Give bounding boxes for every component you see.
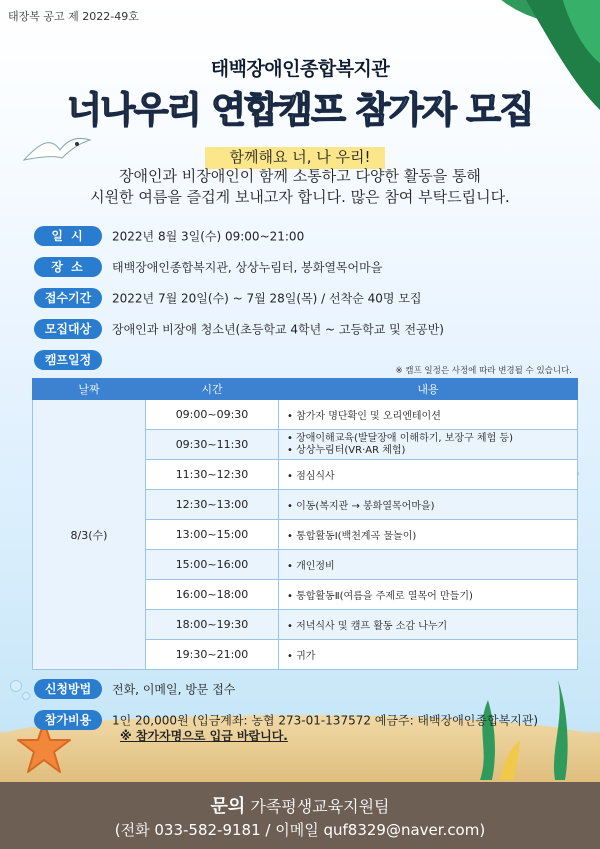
info-row-date — [34, 226, 304, 246]
time-cell: 09:30~11:30 — [146, 430, 279, 460]
place-value: 태백장애인종합복지관, 상상누림터, 봉화열목어마을 — [112, 260, 383, 275]
contact-title — [0, 792, 600, 818]
header-time: 시간 — [146, 379, 279, 400]
contact-label: 문의 — [210, 796, 246, 817]
contact-info: (전화 033-582-9181 / 이메일 quf8329@naver.com) — [114, 821, 486, 839]
fee-note: ※ 참가자명으로 입금 바랍니다. — [120, 729, 288, 743]
date-value: 2022년 8월 3일(수) 09:00~21:00 — [112, 229, 305, 244]
content-cell: • 점심식사 — [279, 460, 578, 490]
content-cell: • 통합활동Ⅱ(여름을 주제로 열목어 만들기) — [279, 580, 578, 610]
date-badge: 일 시 — [34, 226, 102, 246]
intro-line: 시원한 여름을 즐겁게 보내고자 합니다. 많은 참여 부탁드립니다. — [90, 188, 510, 206]
content-cell: • 통합활동Ⅰ(백천계곡 물놀이) — [279, 520, 578, 550]
schedule-date: 8/3(수) — [33, 400, 146, 670]
content-cell — [279, 430, 578, 460]
target-badge: 모집대상 — [34, 319, 102, 339]
place-badge: 장 소 — [34, 257, 102, 277]
time-cell: 15:00~16:00 — [146, 550, 279, 580]
page-title — [0, 82, 600, 133]
time-cell: 16:00~18:00 — [146, 580, 279, 610]
footer — [0, 782, 600, 849]
slogan: 함께해요 너, 나 우리! — [229, 148, 371, 166]
table-row — [33, 400, 578, 430]
info-row-target — [34, 319, 444, 339]
intro-line: 장애인과 비장애인이 함께 소통하고 다양한 활동을 통해 — [119, 167, 481, 185]
info-row-period — [34, 288, 421, 308]
title-part2: 참가자 모집 — [355, 90, 533, 131]
info-row-apply — [34, 679, 235, 699]
schedule-table — [32, 378, 578, 670]
time-cell: 13:00~15:00 — [146, 520, 279, 550]
header-content: 내용 — [279, 379, 578, 400]
apply-value: 전화, 이메일, 방문 접수 — [112, 682, 236, 697]
fee-value: 1인 20,000원 (입금계좌: 농협 273-01-137572 예금주: 태백장애인종합복지관) — [112, 713, 539, 728]
fee-badge: 참가비용 — [34, 710, 102, 730]
time-cell: 09:00~09:30 — [146, 400, 279, 430]
content-cell: • 개인정비 — [279, 550, 578, 580]
schedule-note: ※ 캠프 일정은 사정에 따라 변경될 수 있습니다. — [395, 366, 572, 376]
info-row-place — [34, 257, 382, 277]
organization-name: 태백장애인종합복지관 — [210, 58, 390, 80]
period-badge: 접수기간 — [34, 288, 102, 308]
period-value: 2022년 7월 20일(수) ~ 7월 28일(목) / 선착순 40명 모집 — [112, 291, 422, 306]
table-header-row — [33, 379, 578, 400]
content-cell: • 참가자 명단확인 및 오리엔테이션 — [279, 400, 578, 430]
contact-team: 가족평생교육지원팀 — [250, 797, 390, 816]
content-line: • 상상누림터(VR·AR 체험) — [287, 444, 406, 456]
target-value: 장애인과 비장애 청소년(초등학교 4학년 ~ 고등학교 및 전공반) — [112, 322, 444, 337]
intro-text — [0, 166, 600, 208]
time-cell: 18:00~19:30 — [146, 610, 279, 640]
header-date: 날짜 — [33, 379, 146, 400]
content-cell: • 저녁식사 및 캠프 활동 소감 나누기 — [279, 610, 578, 640]
content-line: • 장애이해교육(발달장애 이해하기, 보장구 체험 등) — [287, 432, 513, 444]
schedule-badge: 캠프일정 — [34, 350, 102, 370]
apply-badge: 신청방법 — [34, 679, 102, 699]
time-cell: 11:30~12:30 — [146, 460, 279, 490]
title-part1: 너나우리 연합캠프 — [67, 90, 345, 131]
info-row-schedule — [34, 350, 112, 370]
content-cell: • 이동(복지관 → 봉화열목어마을) — [279, 490, 578, 520]
bubble-decoration — [10, 680, 22, 692]
notice-number: 태장복 공고 제 2022-49호 — [8, 10, 139, 23]
time-cell: 12:30~13:00 — [146, 490, 279, 520]
time-cell: 19:30~21:00 — [146, 640, 279, 670]
bubble-decoration — [22, 692, 30, 700]
content-cell: • 귀가 — [279, 640, 578, 670]
